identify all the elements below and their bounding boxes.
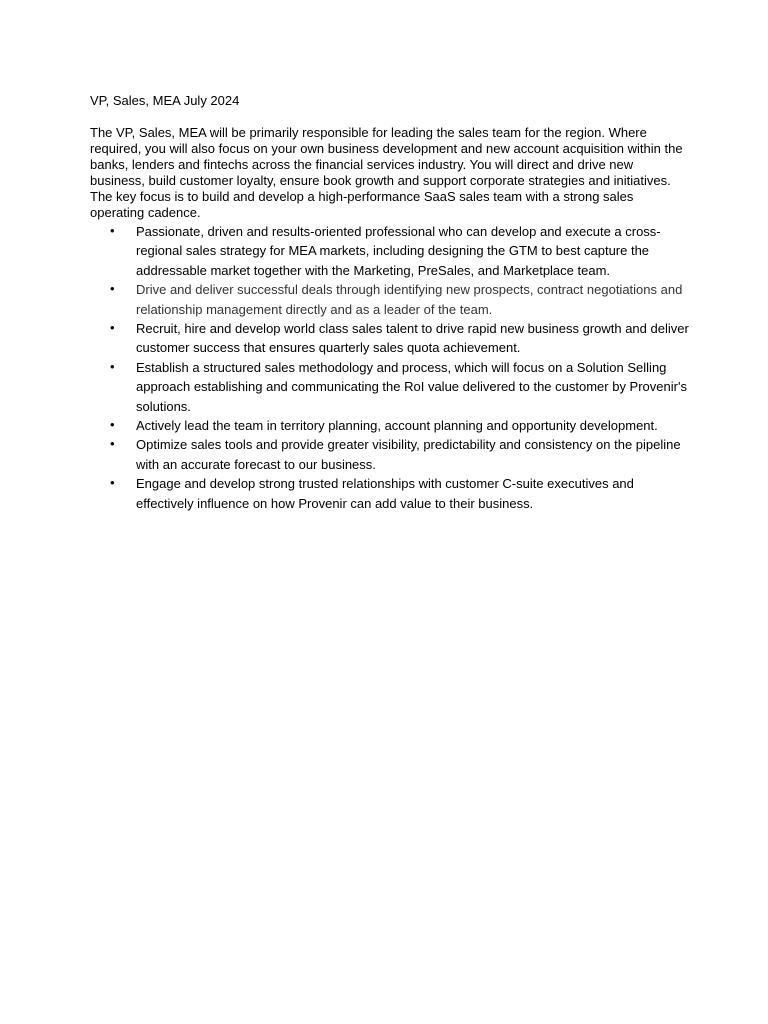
list-item bbox=[90, 435, 690, 474]
list-item-text: Optimize sales tools and provide greater visibility, predictability and consistency on the pipeline with an accurate forecast to our business. bbox=[136, 437, 681, 472]
responsibilities-list bbox=[90, 222, 690, 513]
list-item bbox=[90, 416, 690, 435]
list-item bbox=[90, 358, 690, 416]
bullet-icon: • bbox=[110, 417, 115, 433]
list-item bbox=[90, 280, 690, 319]
bullet-icon: • bbox=[110, 358, 115, 374]
list-item-text: Drive and deliver successful deals through identifying new prospects, contract negotiations and relationship management directly and as a leader of the team. bbox=[136, 282, 683, 317]
document-title: VP, Sales, MEA July 2024 bbox=[90, 93, 240, 108]
intro-paragraph: The VP, Sales, MEA will be primarily responsible for leading the sales team for the region. Where required, you will also focus on your own business development and new account acquisition within the banks, lenders and fintechs across the financial services industry. You will direct and drive new business, build customer loyalty, ensure book growth and support corporate strategies and initiatives. The key focus is to build and develop a high-performance SaaS sales team with a strong sales operating cadence. bbox=[90, 125, 683, 220]
bullet-icon: • bbox=[110, 475, 115, 491]
bullet-icon: • bbox=[110, 436, 115, 452]
bullet-icon: • bbox=[110, 320, 115, 336]
bullet-icon: • bbox=[110, 281, 115, 297]
list-item-text: Recruit, hire and develop world class sales talent to drive rapid new business growth and deliver customer success that ensures quarterly sales quota achievement. bbox=[136, 321, 689, 356]
list-item bbox=[90, 319, 690, 358]
list-item-text: Actively lead the team in territory planning, account planning and opportunity development. bbox=[136, 418, 658, 434]
bullet-icon: • bbox=[110, 223, 115, 238]
list-item bbox=[90, 474, 690, 513]
list-item-text: Passionate, driven and results-oriented professional who can develop and execute a cross-regional sales strategy for MEA markets, including designing the GTM to best capture the addressable market together with the Marketing, PreSales, and Marketplace team. bbox=[136, 224, 661, 278]
list-item bbox=[90, 222, 690, 280]
list-item-text: Engage and develop strong trusted relationships with customer C-suite executives and effectively influence on how Provenir can add value to their business. bbox=[136, 476, 634, 511]
list-item-text: Establish a structured sales methodology and process, which will focus on a Solution Selling approach establishing and communicating the RoI value delivered to the customer by Provenir's solutions. bbox=[136, 359, 687, 414]
document-page bbox=[90, 92, 690, 513]
